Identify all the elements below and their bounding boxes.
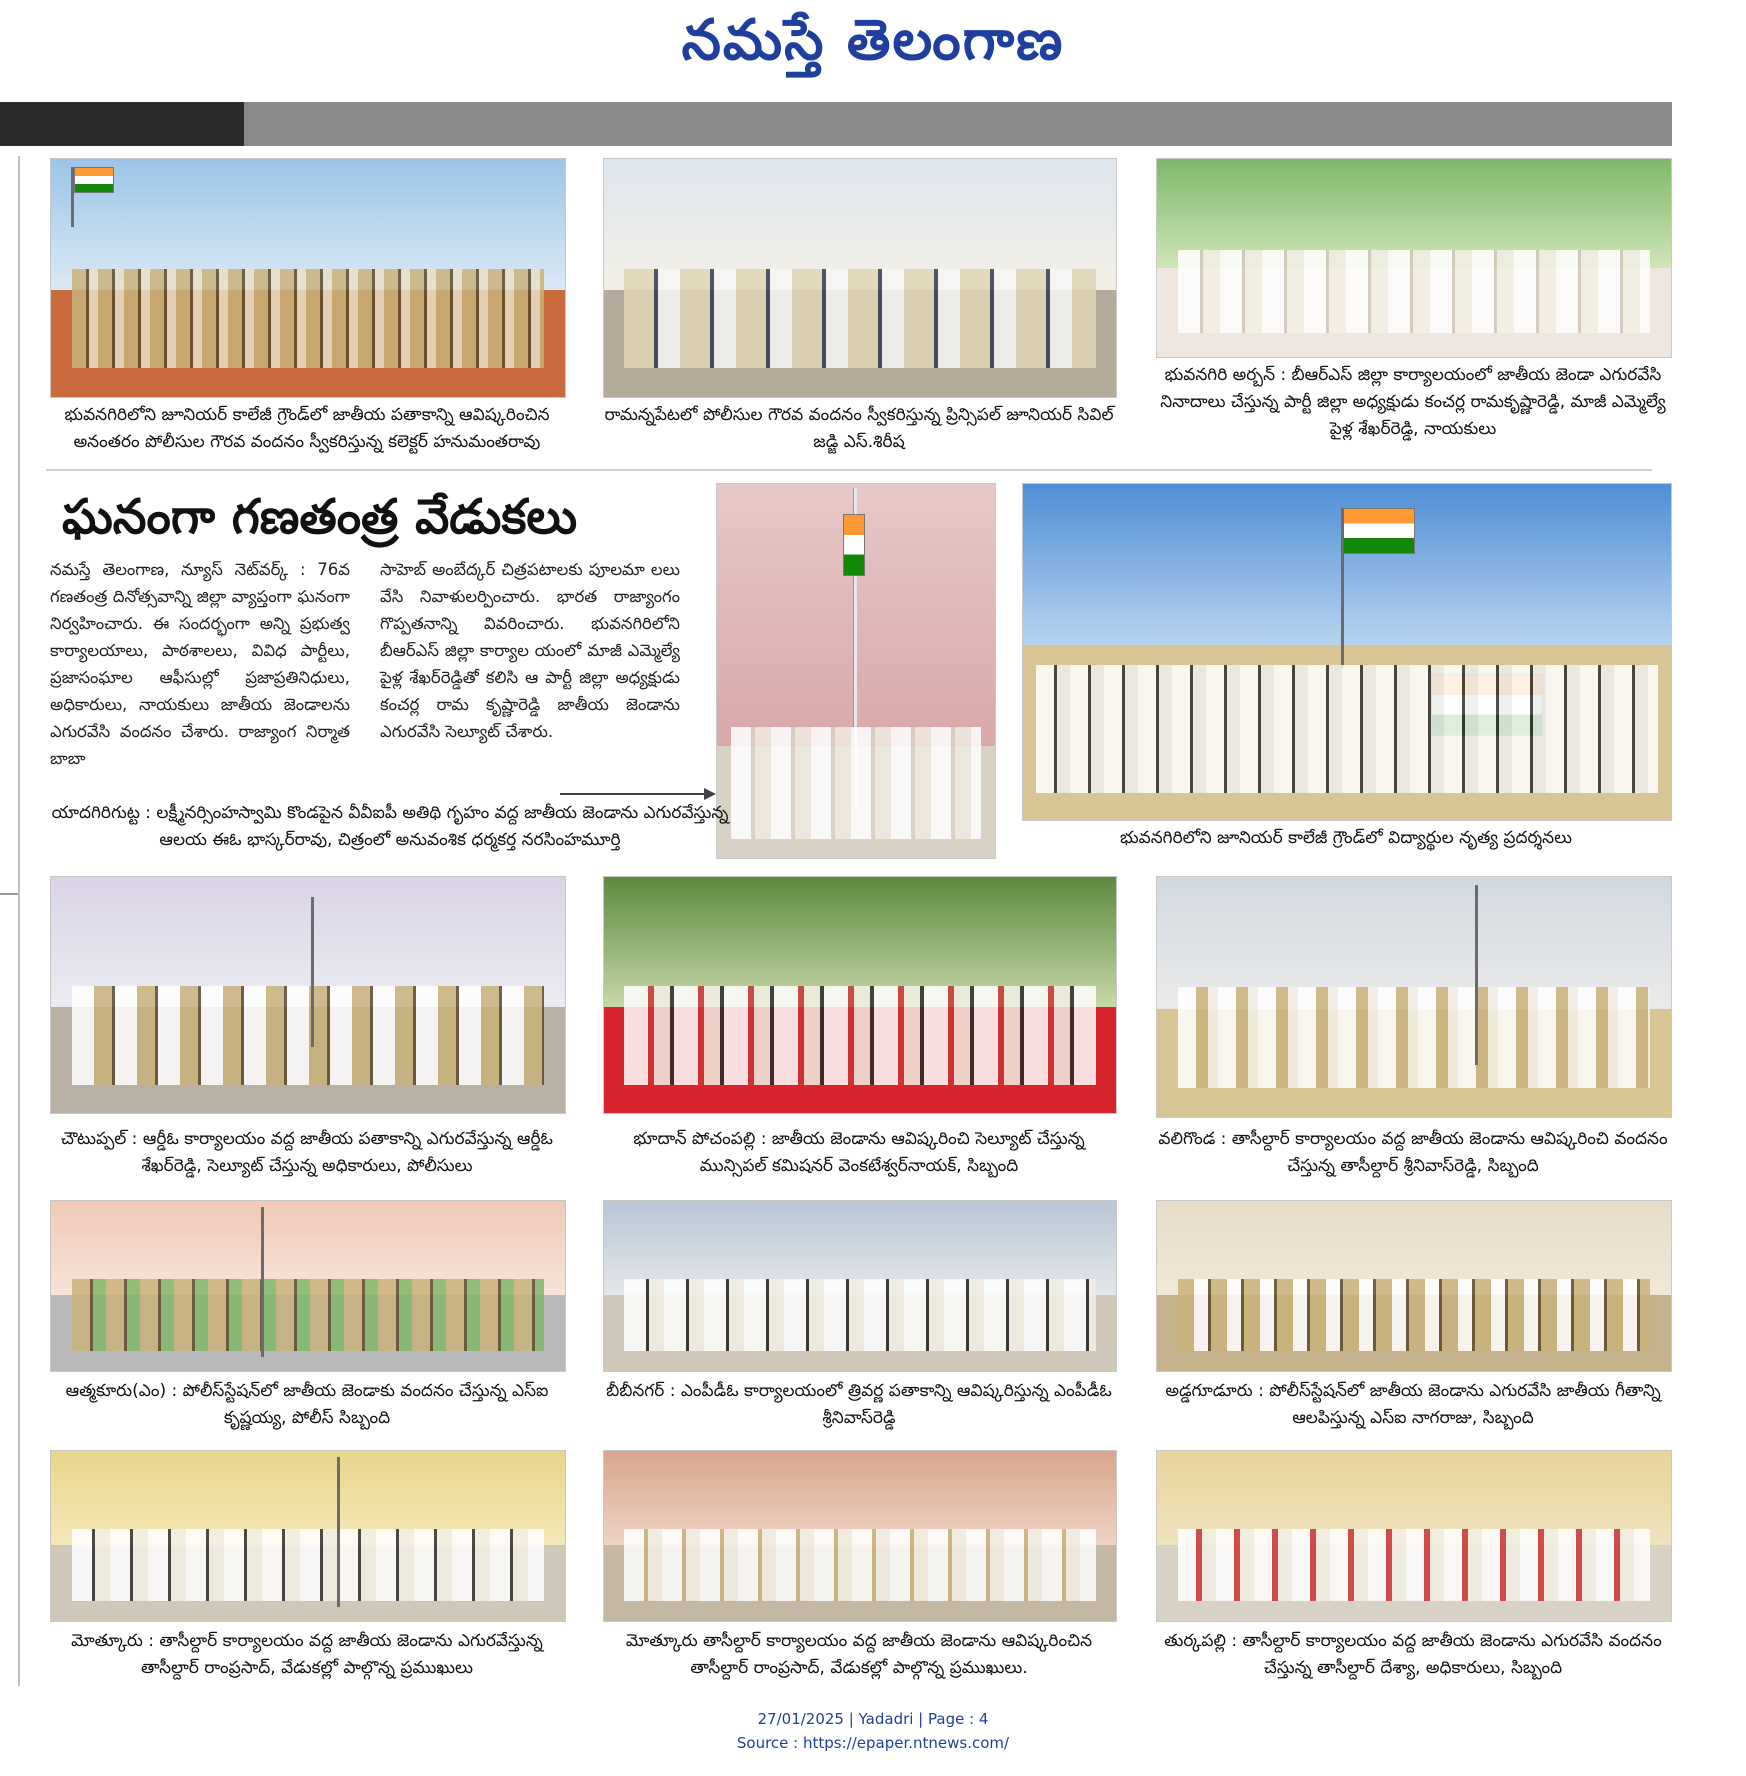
footer-source-link[interactable]: Source : https://epaper.ntnews.com/ (736, 1734, 1010, 1752)
article-column-2: సాహెబ్ అంబేద్కర్ చిత్రపటాలకు పూలమా లలు వేసి నివాళులర్పించారు. భారత రాజ్యాంగం గొప్పతనాన్ని వివరించారు. భువనగిరిలోని బీఆర్ఎస్ జిల్లా కార్యాల యంలో మాజీ ఎమ్మెల్యే పైళ్ల శేఖర్‌రెడ్డితో కలిసి ఆ పార్టీ జిల్లా అధ్యక్షుడు కంచర్ల రామ కృష్ణారెడ్డి జాతీయ జెండాను ఎగురవేసి సెల్యూట్ చేశారు. (380, 560, 680, 741)
header-band-dark (0, 102, 244, 146)
photo-student-dance (1022, 483, 1672, 821)
photo-temple-flag-hoisting (716, 483, 996, 859)
caption-police-salute-judge: రామన్నపేటలో పోలీసుల గౌరవ వందనం స్వీకరిస్తున్న ప్రిన్సిపల్ జూనియర్ సివిల్ జడ్జి ఎస్.శిరీష (604, 405, 1114, 452)
photo-valigonda-tahsildar (1156, 876, 1672, 1118)
caption-atmakur-police: ఆత్మకూరు(ఎం) : పోలీస్‌స్టేషన్‌లో జాతీయ జెండాకు వందనం చేస్తున్న ఎస్ఐ కృష్ణయ్య, పోలీస్ సిబ్బంది (65, 1381, 549, 1428)
photo-pochampally-salute (603, 876, 1117, 1114)
caption-police-parade: భువనగిరిలోని జూనియర్ కాలేజీ గ్రౌండ్‌లో జాతీయ పతాకాన్ని ఆవిష్కరించిన అనంతరం పోలీసుల గౌరవ వందనం స్వీకరిస్తున్న కలెక్టర్ హనుమంతరావు (64, 405, 550, 452)
newspaper-logo: నమస్తే తెలంగాణ (681, 8, 1065, 73)
caption-bibinagar-mpdo: బీబీనగర్ : ఎంపీడీఓ కార్యాలయంలో త్రివర్ణ పతాకాన్ని ఆవిష్కరిస్తున్న ఎంపీడీఓ శ్రీనివాస్‌రెడ్డి (606, 1381, 1112, 1428)
caption-mothkur-gathering: మోత్కూరు తాసీల్దార్ కార్యాలయం వద్ద జాతీయ జెండాను ఆవిష్కరించిన తాసీల్దార్ రాంప్రసాద్, వేడుకల్లో పాల్గొన్న ప్రముఖులు. (625, 1631, 1093, 1678)
caption-addagudur-police: అడ్డగూడూరు : పోలీస్‌స్టేషన్‌లో జాతీయ జెండాను ఎగురవేసి జాతీయ గీతాన్ని ఆలపిస్తున్న ఎస్ఐ నాగరాజు, సిబ్బంది (1165, 1381, 1661, 1428)
masthead (0, 0, 1746, 86)
article-column-1: నమస్తే తెలంగాణ, న్యూస్ నెట్‌వర్క్ : 76వ గణతంత్ర దినోత్సవాన్ని జిల్లా వ్యాప్తంగా ఘనంగా నిర్వహించారు. ఈ సందర్భంగా అన్ని ప్రభుత్వ కార్యాలయాలు, పాఠశాలలు, వివిధ పార్టీలు, ప్రజాసంఘాల ఆఫీసుల్లో ప్రజాప్రతినిధులు, అధికారులు, నాయకులు జాతీయ జెండాలను ఎగురవేసి వందనం చేశారు. రాజ్యాంగ నిర్మాత బాబా (50, 560, 350, 768)
photo-police-parade (50, 158, 566, 398)
caption-pointer-arrow-icon (704, 788, 716, 800)
photo-mothkur-tahsildar (50, 1450, 566, 1622)
photo-atmakur-police (50, 1200, 566, 1372)
photo-choutuppal-rdo (50, 876, 566, 1114)
caption-pochampally-salute: భూదాన్ పోచంపల్లి : జాతీయ జెండాను ఆవిష్కరించి సెల్యూట్ చేస్తున్న మున్సిపల్ కమిషనర్ వెంకటేశ్వర్‌నాయక్, సిబ్బంది (633, 1129, 1085, 1176)
caption-choutuppal-rdo: చౌటుప్పల్ : ఆర్డీఓ కార్యాలయం వద్ద జాతీయ పతాకాన్ని ఎగురవేస్తున్న ఆర్డీఓ శేఖర్‌రెడ్డి, సెల్యూట్ చేస్తున్న అధికారులు, పోలీసులు (61, 1129, 553, 1176)
photo-mothkur-gathering (603, 1450, 1117, 1622)
photo-addagudur-police (1156, 1200, 1672, 1372)
header-band-gray (244, 102, 1672, 146)
photo-bibinagar-mpdo (603, 1200, 1117, 1372)
caption-valigonda-tahsildar: వలిగొండ : తాసీల్దార్ కార్యాలయం వద్ద జాతీయ జెండాను ఆవిష్కరించి వందనం చేస్తున్న తాసీల్దార్ శ్రీనివాస్‌రెడ్డి, సిబ్బంది (1158, 1129, 1668, 1176)
caption-turkapally-tahsildar: తుర్కపల్లి : తాసీల్దార్ కార్యాలయం వద్ద జాతీయ జెండాను ఎగురవేసి వందనం చేస్తున్న తాసీల్దార్ దేశ్యా, అధికారులు, సిబ్బంది (1164, 1631, 1662, 1678)
photo-turkapally-tahsildar (1156, 1450, 1672, 1622)
caption-pointer-line (560, 793, 706, 795)
caption-mothkur-tahsildar: మోత్కూరు : తాసీల్దార్ కార్యాలయం వద్ద జాతీయ జెండాను ఎగురవేస్తున్న తాసీల్దార్ రాంప్రసాద్, వేడుకల్లో పాల్గొన్న ప్రముఖులు (71, 1631, 543, 1678)
footer-date-page: 27/01/2025 | Yadadri | Page : 4 (757, 1710, 989, 1728)
photo-police-salute-judge (603, 158, 1117, 398)
article-headline: ఘనంగా గణతంత్ర వేడుకలు (62, 489, 578, 545)
caption-brs-office-flag: భువనగిరి అర్బన్ : బీఆర్ఎస్ జిల్లా కార్యాలయంలో జాతీయ జెండా ఎగురవేసి నినాదాలు చేస్తున్న పార్టీ జిల్లా అధ్యక్షుడు కంచర్ల రామకృష్ణారెడ్డి, మాజీ ఎమ్మెల్యే పైళ్ల శేఖర్‌రెడ్డి, నాయకులు (1160, 365, 1666, 439)
section-divider (46, 469, 1652, 471)
left-rule-tick (0, 893, 18, 895)
caption-temple-flag-hoisting: యాదగిరిగుట్ట : లక్ష్మీనర్సింహస్వామి కొండపైన వీవీఐపీ అతిథి గృహం వద్ద జాతీయ జెండాను ఎగురవేస్తున్న ఆలయ ఈఓ భాస్కర్‌రావు, చిత్రంలో అనువంశిక ధర్మకర్త నరసింహమూర్తి (51, 803, 729, 850)
left-column-rule (18, 156, 20, 1686)
photo-brs-office-flag (1156, 158, 1672, 358)
caption-student-dance: భువనగిరిలోని జూనియర్ కాలేజీ గ్రౌండ్‌లో విద్యార్థుల నృత్య ప్రదర్శనలు (1120, 828, 1572, 848)
